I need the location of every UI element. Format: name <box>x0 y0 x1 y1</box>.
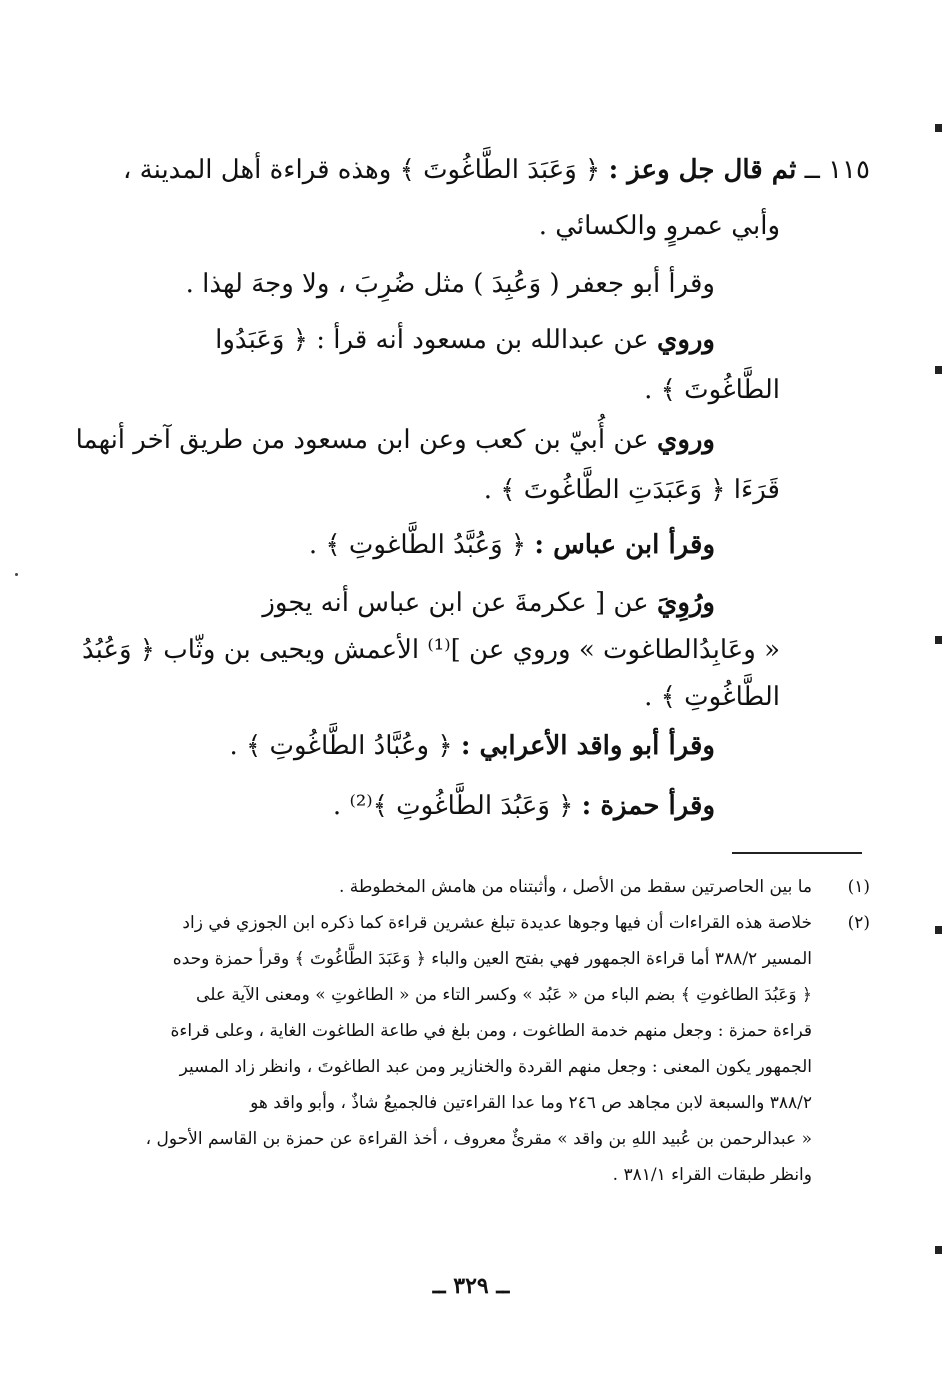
text-line <box>539 206 780 246</box>
footnote <box>125 870 870 904</box>
line-body: عن عبدالله بن مسعود أنه قرأ : ﴿ وَعَبَدُوا <box>215 325 657 355</box>
line-body: عن أُبيّ بن كعب وعن ابن مسعود من طريق آخر أنهما <box>75 425 657 455</box>
line-body: ﴿ وعُبَّادُ الطَّاغُوتِ ﴾ . <box>229 731 461 761</box>
line-lead: وقرأ حمزة : <box>581 791 715 821</box>
scan-edge-mark <box>935 366 942 374</box>
line-body: وأبي عمروٍ والكسائي . <box>538 211 780 241</box>
text-line <box>82 630 780 670</box>
footnote-marker: (١) <box>847 877 870 897</box>
line-lead: وقرأ أبو واقد الأعرابي : <box>460 731 715 761</box>
footnote-line: « عبدالرحمن بن عُبيد اللهِ بن واقد » مقرئٌ معروف ، أخذ القراءة عن حمزة بن القاسم الأحول ، <box>145 1129 812 1149</box>
footnote-line: المسير ٣٨٨/٢ أما قراءة الجمهور فهي بفتح العين والباء ﴿ وَعَبَدَ الطَّاغُوتَ ﴾ وقرأ حمزة وحده <box>172 949 812 969</box>
scan-edge-mark <box>935 1246 942 1254</box>
text-line <box>262 583 715 623</box>
text-line <box>484 470 780 510</box>
line-body: « وعَابِدُالطاغوت » وروي عن ]⁽¹⁾ الأعمش ويحيى بن وثّاب ﴿ وَعُبُدُ <box>81 635 780 665</box>
line-lead: وروي <box>656 425 715 455</box>
scan-edge-mark <box>935 926 942 934</box>
line-body: الطَّاغُوتَ ﴾ . <box>644 375 780 405</box>
text-line <box>333 786 715 826</box>
text-line <box>309 525 715 565</box>
verse-number: ١١٥ ــ <box>796 155 870 185</box>
text-line <box>76 420 715 460</box>
line-body: قَرَءَا ﴿ وَعَبَدَتِ الطَّاغُوتَ ﴾ . <box>483 475 780 505</box>
footnote-line: قراءة حمزة : وجعل منهم خدمة الطاغوت ، ومن بلغ في طاعة الطاغوت الغاية ، وعلى قراءة <box>170 1021 812 1041</box>
footnote-line: وانظر طبقات القراء ٣٨١/١ . <box>612 1165 812 1185</box>
line-body: ﴿ وَعَبُدَ الطَّاغُوتِ ﴾⁽²⁾ . <box>332 791 582 821</box>
main-text <box>75 0 870 840</box>
text-line <box>215 320 715 360</box>
line-body: ﴿ وَعُبَّدُ الطَّاغوتِ ﴾ . <box>308 530 535 560</box>
text-line <box>644 370 780 410</box>
scan-edge-mark <box>935 124 942 132</box>
line-lead: وقرأ ابن عباس : <box>534 530 715 560</box>
footnote-marker: (٢) <box>847 913 870 933</box>
line-lead: وروي <box>656 325 715 355</box>
footnote <box>125 906 870 1206</box>
text-line <box>123 150 870 190</box>
scan-speck <box>15 573 18 576</box>
footnote-line: ٣٨٨/٢ والسبعة لابن مجاهد ص ٢٤٦ وما عدا القراءتين فالجميعُ شاذٌ ، وأبو واقد هو <box>250 1093 812 1113</box>
scan-edge-mark <box>935 636 942 644</box>
line-body: عن [ عكرمةَ عن ابن عباس أنه يجوز <box>262 588 657 618</box>
text-line <box>644 677 780 717</box>
text-line <box>186 264 715 304</box>
footnote-line: ﴿ وَعَبُدَ الطاغوتِ ﴾ بضم الباء من « عَبُد » وكسر التاء من « الطاغوتِ » ومعنى الآية على <box>196 985 812 1005</box>
line-lead: ثم قال جل وعز : <box>608 155 797 185</box>
line-body: وقرأ أبو جعفر ( وَعُبِدَ ) مثل ضُرِبَ ، ولا وجهَ لهذا . <box>185 269 715 299</box>
line-lead: ورُوِيَ <box>656 588 715 618</box>
footnote-line: الجمهور يكون المعنى : وجعل منهم القردة والخنازير ومن عبد الطاغوتَ ، وانظر زاد المسير <box>179 1057 812 1077</box>
page-number: ــ ٣٢٩ ــ <box>432 1273 510 1299</box>
line-body: ﴿ وَعَبَدَ الطَّاغُوتَ ﴾ وهذه قراءة أهل المدينة ، <box>123 155 609 185</box>
footnote-separator <box>732 852 862 854</box>
footnote-line: خلاصة هذه القراءات أن فيها وجوها عديدة تبلغ عشرين قراءة كما ذكره ابن الجوزي في زاد <box>182 913 812 933</box>
text-line <box>229 726 715 766</box>
line-body: الطَّاغُوتِ ﴾ . <box>644 682 780 712</box>
footnote-line: ما بين الحاصرتين سقط من الأصل ، وأثبتناه من هامش المخطوطة . <box>338 877 812 897</box>
